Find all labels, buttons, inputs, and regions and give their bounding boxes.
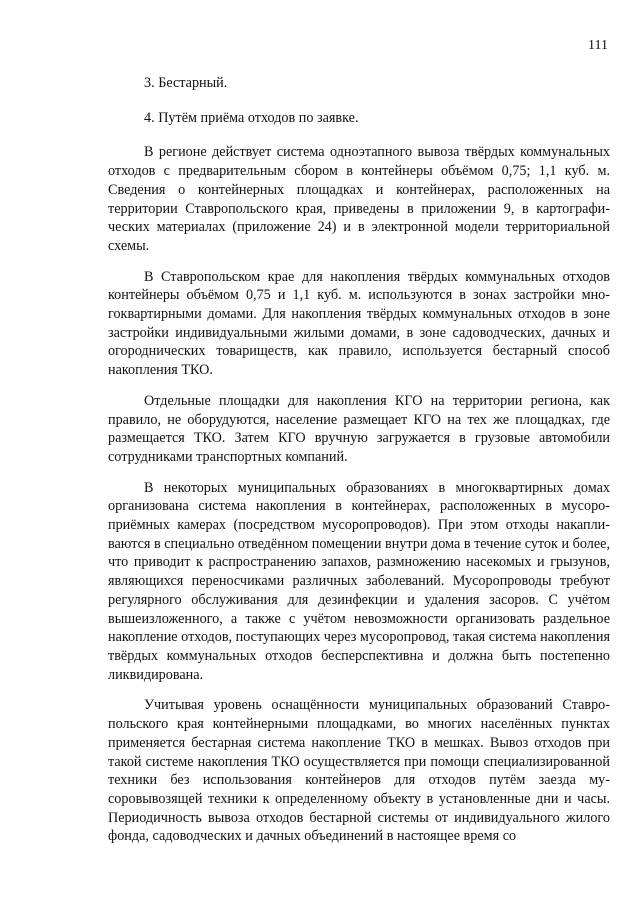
paragraph-list-item-3: 3. Бестарный.	[144, 75, 228, 91]
document-body	[108, 74, 610, 858]
paragraph-one-stage-system: В регионе действует система одноэтапного вывоза твёрдых коммунальных отходов с предварительным сбором в контейнеры объёмом 0,75; 1,1 куб. м. Сведения о контейнерных площадках и контейнерах, расположенных на территории Ставропольского края, приведены в приложении 9, в картографических материалах (приложение 24) и в электронной модели территориальной схемы.	[108, 144, 610, 254]
paragraph-list-item-4: 4. Путём приёма отходов по заявке.	[144, 109, 359, 126]
page-number: 111	[588, 38, 608, 53]
paragraph-garbage-chutes: В некоторых муниципальных образованиях в многоквартирных домах организована система накопления в контейнерах, расположенных в мусороприёмных камерах (посредством мусоропроводов). При этом отходы накапливаются в специально отведённом помещении внутри дома в течение суток и более, что приводит к распространению запахов, размножению насекомых и грызунов, являющихся переносчиками различных заболеваний. Мусоропроводы требуют регулярного обслуживания для дезинфекции и удаления засоров. С учётом вышеизложенного, а также с учётом невозможности организовать раздельное накопление отходов, поступающих через мусоропровод, такая система накопления твёрдых коммунальных отходов бесперспективна и должна быть постепенно ликвидирована.	[108, 479, 610, 683]
paragraph-container-usage: В Ставропольском крае для накопления твёрдых коммунальных отходов контейнеры объёмом 0,75 и 1,1 куб. м. используются в зонах застройки многоквартирными домами. Для накопления твёрдых коммунальных отходов в зоне застройки индивидуальными жилыми домами, в зоне садоводческих, дачных и огороднических товариществ, как правило, используется бестарный способ накопления ТКО.	[108, 268, 610, 379]
paragraph-containerless-system: Учитывая уровень оснащённости муниципальных образований Ставропольского края контейнерными площадками, во многих населённых пунктах применяется бестарная система накопление ТКО в мешках. Вывоз отходов при такой системе накопления ТКО осуществляется при помощи специализированной техники без использования контейнеров для отходов путём заезда мусоровывозящей техники к определенному объекту в установленные дни и часы. Периодичность вывоза отходов бестарной системы от индивидуального жилого фонда, садоводческих и дачных объединений в настоящее время со	[108, 697, 610, 845]
paragraph-bulky-waste: Отдельные площадки для накопления КГО на территории региона, как правило, не оборудуются, население размещает КГО на тех же площадках, где размещается ТКО. Затем КГО вручную загружается в грузовые автомобили сотрудниками транспортных компаний.	[108, 392, 610, 465]
